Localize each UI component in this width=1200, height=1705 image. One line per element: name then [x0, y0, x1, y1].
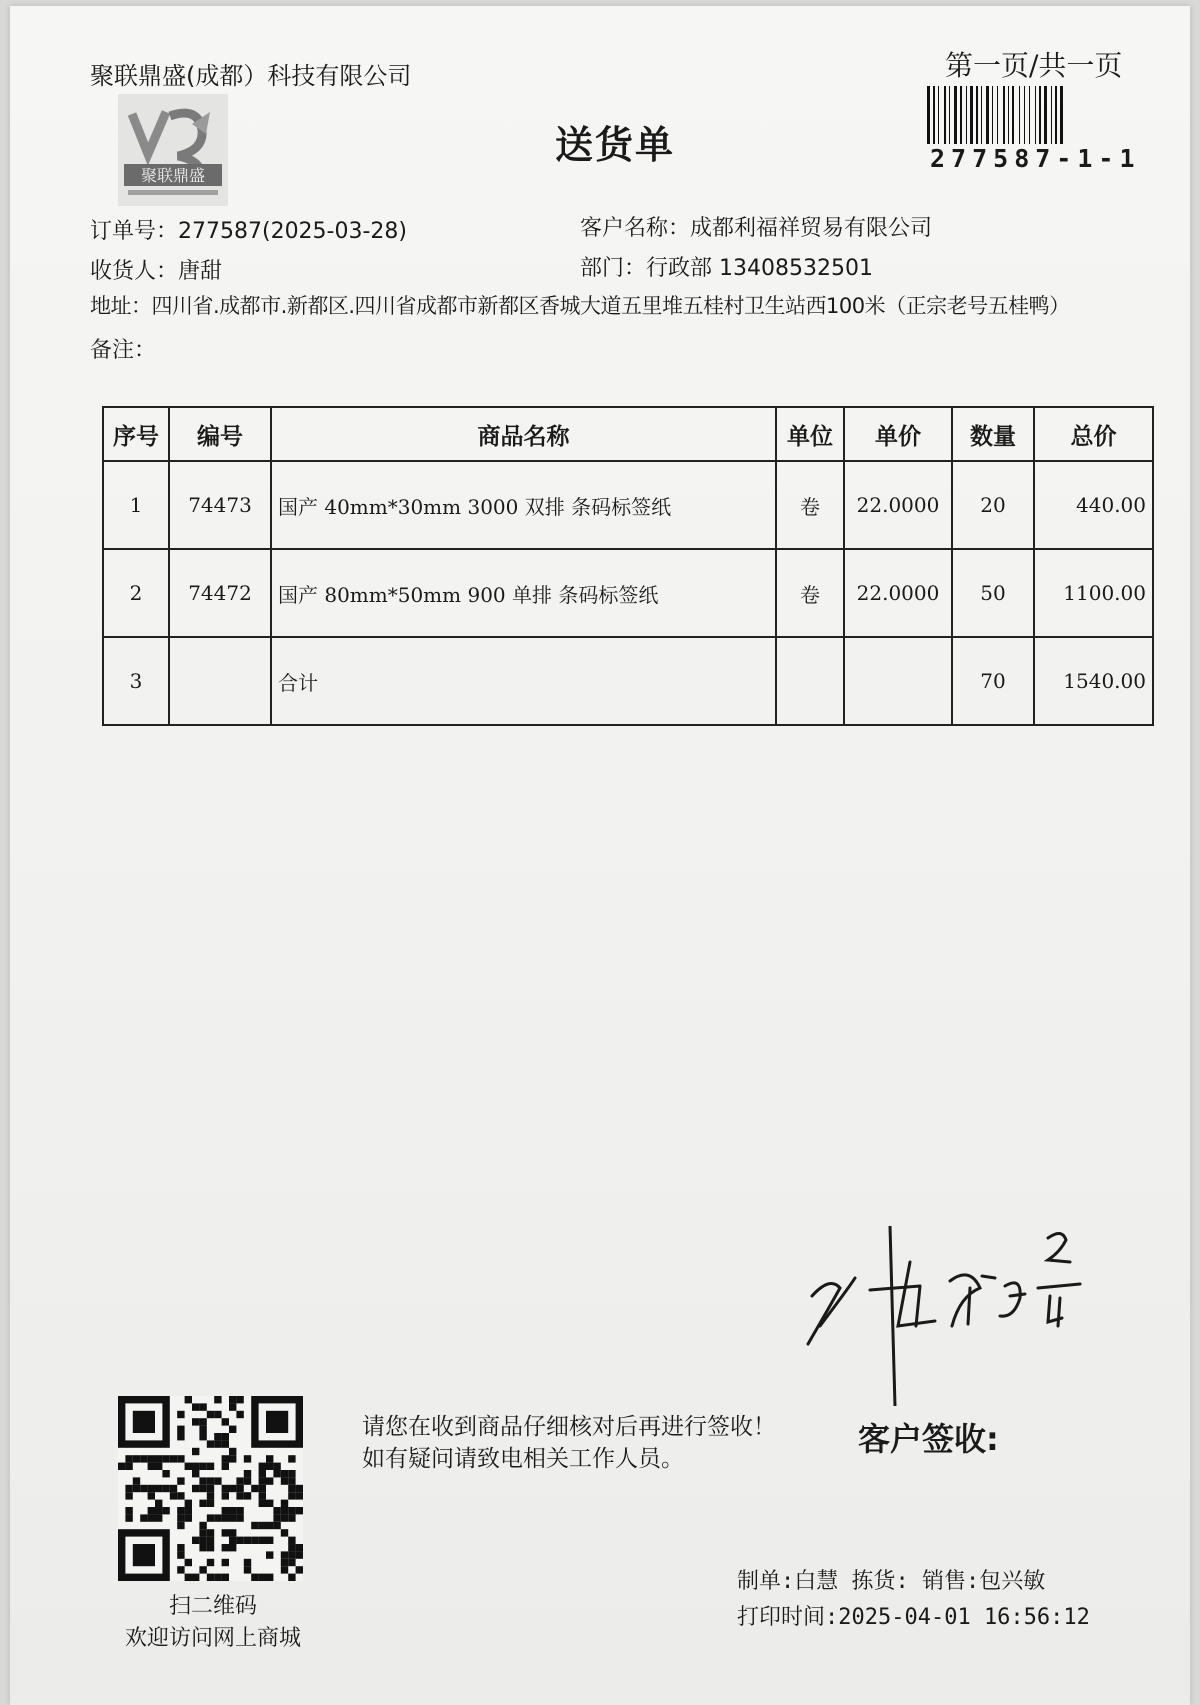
cell-unit: 卷	[776, 549, 844, 637]
address: 地址：四川省.成都市.新都区.四川省成都市新都区香城大道五里堆五桂村卫生站西100米（正宗老号五桂鸭）	[90, 294, 1070, 318]
table-row	[103, 637, 1153, 725]
cell-code	[169, 637, 271, 725]
customer-name: 客户名称：成都利福祥贸易有限公司	[580, 216, 933, 241]
customer-sign-label: 客户签收:	[858, 1420, 999, 1458]
cell-product: 国产 80mm*50mm 900 单排 条码标签纸	[271, 549, 776, 637]
handwritten-signature	[800, 1226, 1100, 1406]
col-header-unit: 单位	[776, 407, 844, 461]
cell-price: 22.0000	[844, 461, 952, 549]
cell-total: 440.00	[1034, 461, 1153, 549]
remarks: 备注：	[90, 338, 157, 363]
barcode-number: 277587-1-1	[930, 144, 1141, 173]
document-title: 送货单	[555, 123, 676, 167]
cell-unit	[776, 637, 844, 725]
cell-qty: 50	[952, 549, 1034, 637]
cell-code: 74472	[169, 549, 271, 637]
cell-code: 74473	[169, 461, 271, 549]
cell-price: 22.0000	[844, 549, 952, 637]
cell-total: 1100.00	[1034, 549, 1153, 637]
cell-unit: 卷	[776, 461, 844, 549]
page-indicator: 第一页/共一页	[945, 49, 1123, 82]
cell-seq: 1	[103, 461, 169, 549]
col-header-code: 编号	[169, 407, 271, 461]
company-logo	[118, 94, 228, 206]
cell-qty: 70	[952, 637, 1034, 725]
col-header-total: 总价	[1034, 407, 1153, 461]
staff-line: 制单:白慧 拣货: 销售:包兴敏	[737, 1569, 1046, 1594]
col-header-product: 商品名称	[271, 407, 776, 461]
table-row	[103, 549, 1153, 637]
cell-seq: 2	[103, 549, 169, 637]
qr-caption-line-1: 扫二维码	[168, 1594, 257, 1619]
consignee: 收货人：唐甜	[90, 259, 223, 284]
qr-code	[118, 1396, 303, 1581]
cell-product: 国产 40mm*30mm 3000 双排 条码标签纸	[271, 461, 776, 549]
table-row	[103, 461, 1153, 549]
department: 部门：行政部 13408532501	[580, 256, 873, 281]
print-time: 打印时间:2025-04-01 16:56:12	[737, 1605, 1090, 1630]
cell-product: 合计	[271, 637, 776, 725]
qr-caption	[108, 1591, 318, 1655]
company-name: 聚联鼎盛(成都）科技有限公司	[90, 62, 412, 90]
barcode	[925, 86, 1140, 144]
qr-caption-line-2: 欢迎访问网上商城	[124, 1626, 301, 1651]
receipt-notice: 请您在收到商品仔细核对后再进行签收！如有疑问请致电相关工作人员。	[362, 1414, 776, 1472]
cell-price	[844, 637, 952, 725]
cell-seq: 3	[103, 637, 169, 725]
cell-qty: 20	[952, 461, 1034, 549]
col-header-qty: 数量	[952, 407, 1034, 461]
delivery-note	[10, 6, 1190, 1705]
col-header-seq: 序号	[103, 407, 169, 461]
cell-total: 1540.00	[1034, 637, 1153, 725]
order-number: 订单号：277587(2025-03-28)	[90, 219, 408, 244]
logo-text: 聚联鼎盛	[140, 166, 206, 185]
table-header-row	[103, 407, 1153, 461]
items-table	[102, 406, 1154, 726]
col-header-price: 单价	[844, 407, 952, 461]
